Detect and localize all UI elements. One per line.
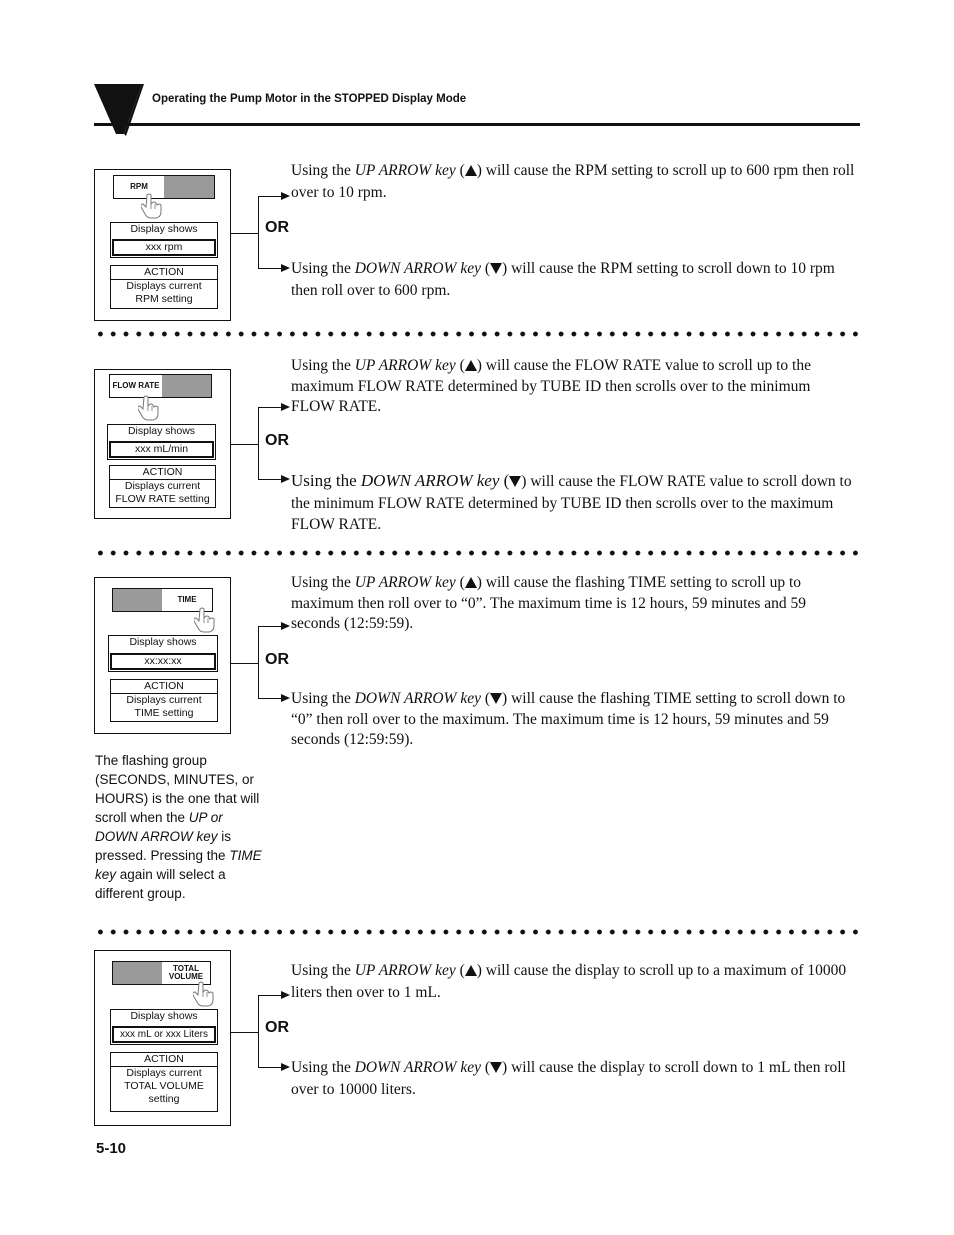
time-action-text: Displays current TIME setting (126, 694, 202, 719)
flow-action-box (109, 465, 216, 508)
or-label: OR (265, 651, 289, 668)
rpm-action-caption: ACTION (111, 266, 217, 280)
rpm-key-label: RPM (114, 176, 164, 198)
rpm-display-shows (110, 222, 218, 258)
time-down-text: Using the DOWN ARROW key ( ) will cause the flashing TIME setting to scroll down to “0” then roll over to the maximum. The maximum time is 12 hours, 59 minutes and 59 seconds (12:59:59). (291, 690, 846, 748)
time-up-text: Using the UP ARROW key ( ) will cause the flashing TIME setting to scroll up to maximum then roll over to “0”. The maximum time is 12 hours, 59 minutes and 59 seconds (12:59:59). (291, 574, 807, 632)
volume-display-shows (110, 1009, 218, 1045)
flow-up-text: Using the UP ARROW key ( ) will cause the FLOW RATE value to scroll up to the maximum FLOW RATE determined by TUBE ID then scrolls over to the minimum FLOW RATE. (291, 357, 811, 415)
down-arrow-icon (509, 476, 521, 487)
flow-display-value: xxx mL/min (109, 441, 214, 458)
up-arrow-icon (465, 577, 477, 588)
section-divider (94, 550, 862, 556)
volume-display-caption: Display shows (130, 1010, 198, 1022)
up-arrow-icon (465, 360, 477, 371)
time-display-value: xx:xx:xx (110, 653, 216, 670)
press-hand-icon (194, 607, 216, 633)
rpm-display-caption: Display shows (130, 223, 198, 235)
volume-key-label: TOTAL VOLUME (162, 962, 210, 984)
time-key-label: TIME (162, 589, 212, 611)
up-arrow-icon (465, 965, 477, 976)
flow-rate-key (109, 374, 212, 398)
header-title: Operating the Pump Motor in the STOPPED Display Mode (152, 93, 467, 105)
down-arrow-icon (490, 693, 502, 704)
time-action-box (110, 679, 218, 722)
rpm-action-text: Displays current RPM setting (126, 280, 202, 305)
time-display-shows (108, 635, 218, 672)
flow-key-label: FLOW RATE (110, 375, 162, 397)
flow-display-caption: Display shows (127, 425, 196, 437)
section-divider (94, 331, 862, 337)
press-hand-icon (138, 395, 160, 421)
or-label: OR (265, 432, 289, 449)
up-arrow-icon (465, 165, 477, 176)
page-number: 5-10 (96, 1140, 127, 1157)
volume-action-text: Displays current TOTAL VOLUME setting (124, 1067, 204, 1105)
press-hand-icon (141, 193, 163, 219)
time-display-caption: Display shows (129, 636, 197, 648)
flow-action-text: Displays current FLOW RATE setting (115, 480, 210, 505)
volume-display-value: xxx mL or xxx Liters (112, 1026, 216, 1043)
press-hand-icon (193, 981, 215, 1007)
time-flashing-group-note: The flashing group (SECONDS, MINUTES, or HOURS) is the one that will scroll when the UP or DOWN ARROW key is pressed. Pressing the TIME key again will select a different group. (95, 753, 262, 901)
header-triangle-mark (94, 84, 144, 136)
down-arrow-icon (490, 1062, 502, 1073)
or-label: OR (265, 219, 289, 236)
volume-down-text: Using the DOWN ARROW key ( ) will cause the display to scroll down to 1 mL then roll over to 10000 liters. (291, 1059, 846, 1098)
rpm-action-box (110, 265, 218, 309)
down-arrow-icon (490, 263, 502, 274)
rpm-up-text: Using the UP ARROW key ( ) will cause the RPM setting to scroll up to 600 rpm then roll over to 10 rpm. (291, 162, 855, 201)
volume-action-box (110, 1052, 218, 1112)
or-label: OR (265, 1019, 289, 1036)
rpm-key (113, 175, 215, 199)
section-divider (94, 929, 862, 935)
time-action-caption: ACTION (111, 680, 217, 694)
flow-down-text: Using the DOWN ARROW key ( ) will cause the FLOW RATE value to scroll down to the minimum FLOW RATE determined by TUBE ID then scrolls over to the maximum FLOW RATE. (291, 471, 852, 533)
volume-up-text: Using the UP ARROW key ( ) will cause the display to scroll up to a maximum of 10000 liters then over to 1 mL. (291, 962, 847, 1001)
flow-display-shows (107, 424, 216, 460)
rpm-display-value: xxx rpm (112, 239, 216, 256)
flow-action-caption: ACTION (110, 466, 215, 480)
header-rule (94, 123, 860, 126)
rpm-down-text: Using the DOWN ARROW key ( ) will cause the RPM setting to scroll down to 10 rpm then roll over to 600 rpm. (291, 260, 835, 299)
volume-action-caption: ACTION (111, 1053, 217, 1067)
